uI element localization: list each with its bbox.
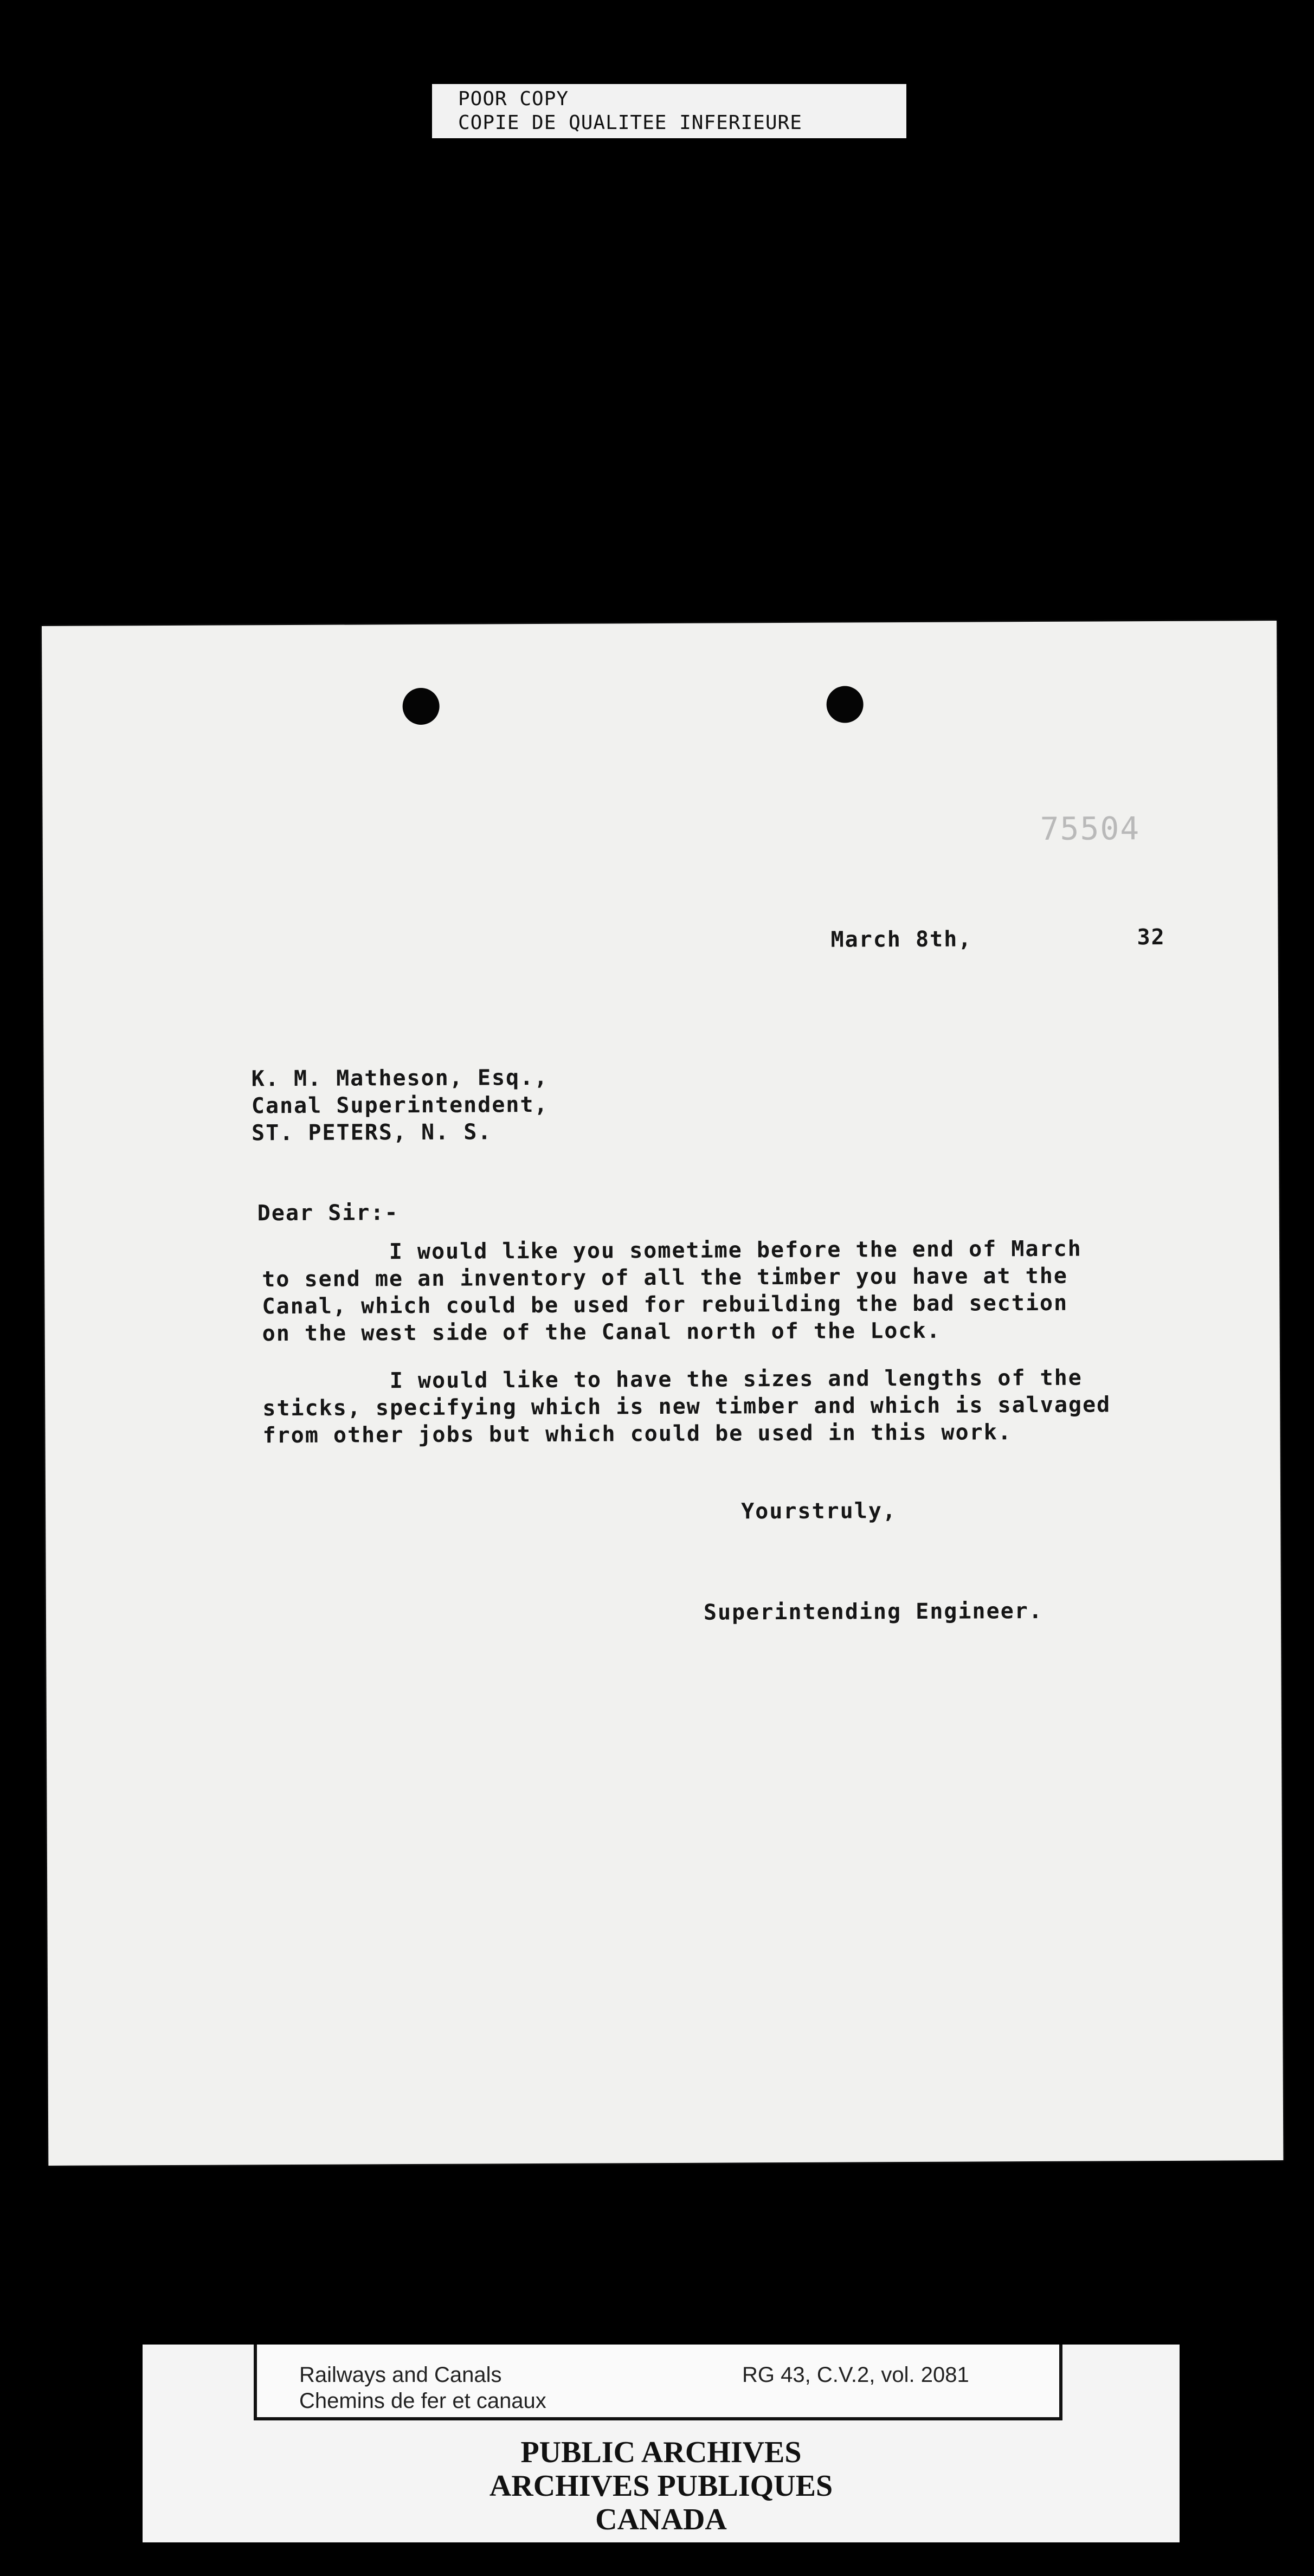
body-line: to send me an inventory of all the timber you have at the: [262, 1263, 1068, 1292]
file-stamp-number: 75504: [1040, 810, 1141, 847]
fonds-name: [299, 2362, 546, 2414]
address-line: Canal Superintendent,: [251, 1092, 549, 1119]
archive-title-fr: ARCHIVES PUBLIQUES: [489, 2469, 833, 2503]
letter-closing: Yourstruly,: [741, 1498, 897, 1524]
archive-reference-label: [254, 2345, 1062, 2420]
poor-copy-label: [432, 84, 906, 138]
archive-title-en: PUBLIC ARCHIVES: [520, 2436, 802, 2469]
body-line: sticks, specifying which is new timber and which is salvaged: [262, 1392, 1111, 1421]
body-line: from other jobs but which could be used in this work.: [262, 1420, 1012, 1448]
letter-body: [262, 1234, 1239, 1449]
letter-year: 32: [1137, 924, 1165, 950]
archive-title: [143, 2436, 1180, 2536]
archive-reference-number: RG 43, C.V.2, vol. 2081: [742, 2363, 969, 2387]
letter-sheet: [42, 621, 1283, 2166]
body-line: on the west side of the Canal north of the Lock.: [262, 1318, 941, 1347]
punch-hole-left: [403, 688, 440, 725]
signature-title: Superintending Engineer.: [703, 1598, 1044, 1625]
body-line: I would like to have the sizes and lengths of the: [262, 1365, 1083, 1394]
fonds-name-en: Railways and Canals: [299, 2363, 502, 2387]
punch-hole-right: [826, 686, 863, 723]
body-line: I would like you sometime before the end of March: [261, 1236, 1082, 1265]
salutation: Dear Sir:-: [257, 1200, 399, 1226]
address-line: K. M. Matheson, Esq.,: [251, 1065, 549, 1092]
poor-copy-line-fr: COPIE DE QUALITEE INFERIEURE: [458, 112, 802, 134]
fonds-name-fr: Chemins de fer et canaux: [299, 2389, 546, 2413]
poor-copy-line-en: POOR COPY: [458, 88, 569, 110]
address-line: ST. PETERS, N. S.: [251, 1119, 492, 1146]
letter-date: March 8th,: [830, 926, 972, 952]
archive-country: CANADA: [595, 2503, 727, 2536]
body-line: Canal, which could be used for rebuilding the bad section: [262, 1290, 1068, 1319]
recipient-address: [252, 1064, 549, 1147]
archive-panel: [143, 2345, 1180, 2542]
